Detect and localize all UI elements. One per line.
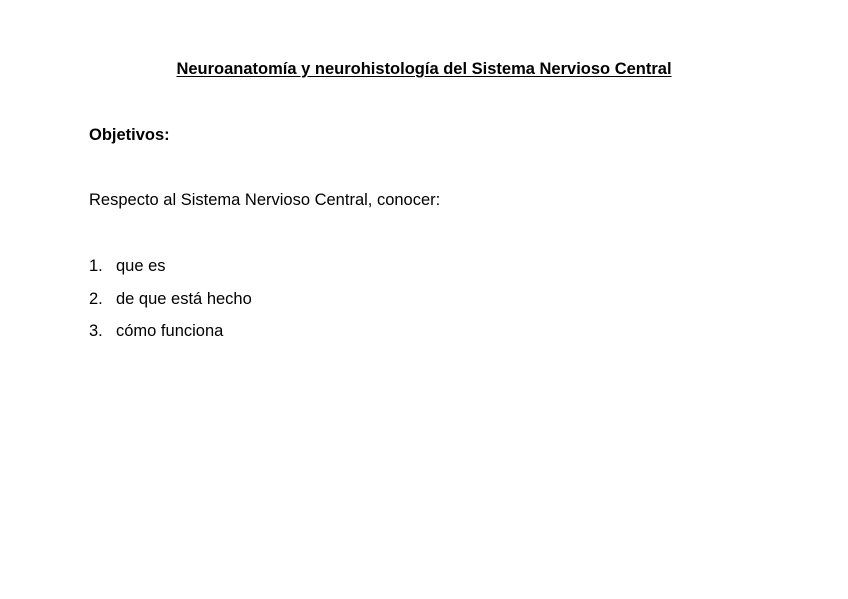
list-item-number: 1. <box>89 257 103 275</box>
list-item-number: 2. <box>89 289 103 308</box>
list-item-text: de que está hecho <box>116 289 252 308</box>
list-item <box>89 321 252 341</box>
list-item <box>89 289 252 309</box>
document-title: Neuroanatomía y neurohistología del Sistema Nervioso Central <box>176 60 672 78</box>
list-item-text: cómo funciona <box>116 322 224 340</box>
list-item-text: que es <box>116 257 166 275</box>
intro-paragraph: Respecto al Sistema Nervioso Central, conocer: <box>89 191 441 209</box>
list-item <box>89 256 252 276</box>
section-heading-objectives: Objetivos: <box>89 126 170 144</box>
list-item-number: 3. <box>89 322 103 340</box>
objectives-list <box>89 256 252 354</box>
